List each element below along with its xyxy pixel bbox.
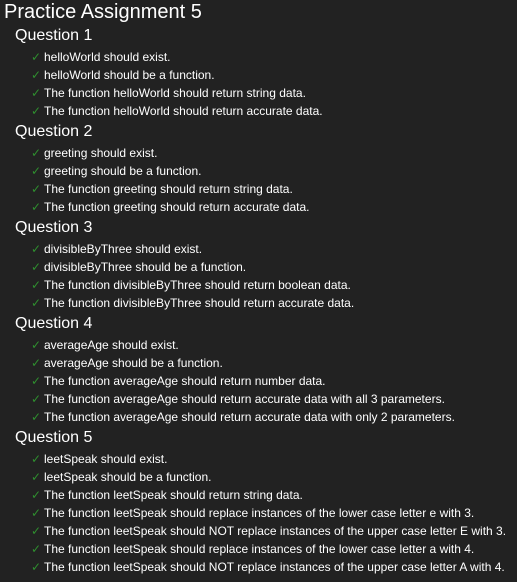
test-result-item	[4, 408, 517, 426]
check-mark-icon: ✓	[31, 356, 42, 370]
test-description: averageAge should be a function.	[44, 356, 223, 370]
test-description: helloWorld should exist.	[44, 50, 171, 64]
test-result-item	[4, 372, 517, 390]
check-mark-icon: ✓	[31, 338, 42, 352]
test-result-item	[4, 258, 517, 276]
test-description: The function averageAge should return accurate data with only 2 parameters.	[44, 410, 455, 424]
check-mark-icon: ✓	[31, 68, 42, 82]
check-mark-icon: ✓	[31, 296, 42, 310]
question-title: Question 1	[15, 27, 93, 44]
question-section	[4, 24, 517, 120]
test-description: The function leetSpeak should replace instances of the lower case letter e with 3.	[44, 506, 475, 520]
question-section	[4, 216, 517, 312]
check-mark-icon: ✓	[31, 146, 42, 160]
test-description: The function divisibleByThree should return accurate data.	[44, 296, 355, 310]
check-mark-icon: ✓	[31, 200, 42, 214]
test-result-item	[4, 66, 517, 84]
check-mark-icon: ✓	[31, 50, 42, 64]
question-title: Question 3	[15, 219, 93, 236]
test-result-item	[4, 486, 517, 504]
question-section	[4, 120, 517, 216]
test-description: helloWorld should be a function.	[44, 68, 215, 82]
test-description: leetSpeak should be a function.	[44, 470, 212, 484]
question-section	[4, 426, 517, 576]
test-result-item	[4, 162, 517, 180]
check-mark-icon: ✓	[31, 104, 42, 118]
test-list	[4, 450, 517, 576]
test-result-item	[4, 240, 517, 258]
check-mark-icon: ✓	[31, 182, 42, 196]
check-mark-icon: ✓	[31, 278, 42, 292]
check-mark-icon: ✓	[31, 560, 42, 574]
test-result-item	[4, 48, 517, 66]
test-description: greeting should be a function.	[44, 164, 202, 178]
check-mark-icon: ✓	[31, 524, 42, 538]
test-list	[4, 144, 517, 216]
check-mark-icon: ✓	[31, 242, 42, 256]
test-description: averageAge should exist.	[44, 338, 179, 352]
test-result-item	[4, 84, 517, 102]
check-mark-icon: ✓	[31, 506, 42, 520]
test-list	[4, 240, 517, 312]
test-result-item	[4, 540, 517, 558]
test-description: The function helloWorld should return string data.	[44, 86, 306, 100]
test-result-item	[4, 180, 517, 198]
test-result-item	[4, 144, 517, 162]
test-description: The function divisibleByThree should return boolean data.	[44, 278, 351, 292]
test-result-item	[4, 390, 517, 408]
page-title: Practice Assignment 5	[4, 1, 202, 23]
test-result-item	[4, 276, 517, 294]
test-description: The function leetSpeak should NOT replace instances of the upper case letter A with 4.	[44, 560, 505, 574]
test-description: The function leetSpeak should replace instances of the lower case letter a with 4.	[44, 542, 475, 556]
check-mark-icon: ✓	[31, 164, 42, 178]
question-title: Question 5	[15, 429, 93, 446]
check-mark-icon: ✓	[31, 488, 42, 502]
test-result-item	[4, 198, 517, 216]
test-description: The function leetSpeak should NOT replace instances of the upper case letter E with 3.	[44, 524, 507, 538]
question-title: Question 4	[15, 315, 93, 332]
test-description: divisibleByThree should exist.	[44, 242, 203, 256]
test-result-item	[4, 336, 517, 354]
check-mark-icon: ✓	[31, 410, 42, 424]
test-result-item	[4, 294, 517, 312]
check-mark-icon: ✓	[31, 470, 42, 484]
check-mark-icon: ✓	[31, 452, 42, 466]
test-result-item	[4, 102, 517, 120]
question-title: Question 2	[15, 123, 93, 140]
test-description: greeting should exist.	[44, 146, 158, 160]
test-list	[4, 48, 517, 120]
test-description: divisibleByThree should be a function.	[44, 260, 247, 274]
test-description: The function averageAge should return number data.	[44, 374, 326, 388]
check-mark-icon: ✓	[31, 374, 42, 388]
test-result-item	[4, 558, 517, 576]
test-result-item	[4, 450, 517, 468]
question-section	[4, 312, 517, 426]
test-result-item	[4, 522, 517, 540]
check-mark-icon: ✓	[31, 86, 42, 100]
test-description: The function greeting should return accurate data.	[44, 200, 310, 214]
check-mark-icon: ✓	[31, 392, 42, 406]
test-result-item	[4, 354, 517, 372]
test-description: leetSpeak should exist.	[44, 452, 168, 466]
check-mark-icon: ✓	[31, 260, 42, 274]
test-list	[4, 336, 517, 426]
test-result-item	[4, 504, 517, 522]
test-description: The function averageAge should return accurate data with all 3 parameters.	[44, 392, 445, 406]
test-description: The function leetSpeak should return string data.	[44, 488, 303, 502]
check-mark-icon: ✓	[31, 542, 42, 556]
question-list	[4, 24, 517, 576]
test-result-item	[4, 468, 517, 486]
test-description: The function greeting should return string data.	[44, 182, 293, 196]
test-description: The function helloWorld should return accurate data.	[44, 104, 323, 118]
